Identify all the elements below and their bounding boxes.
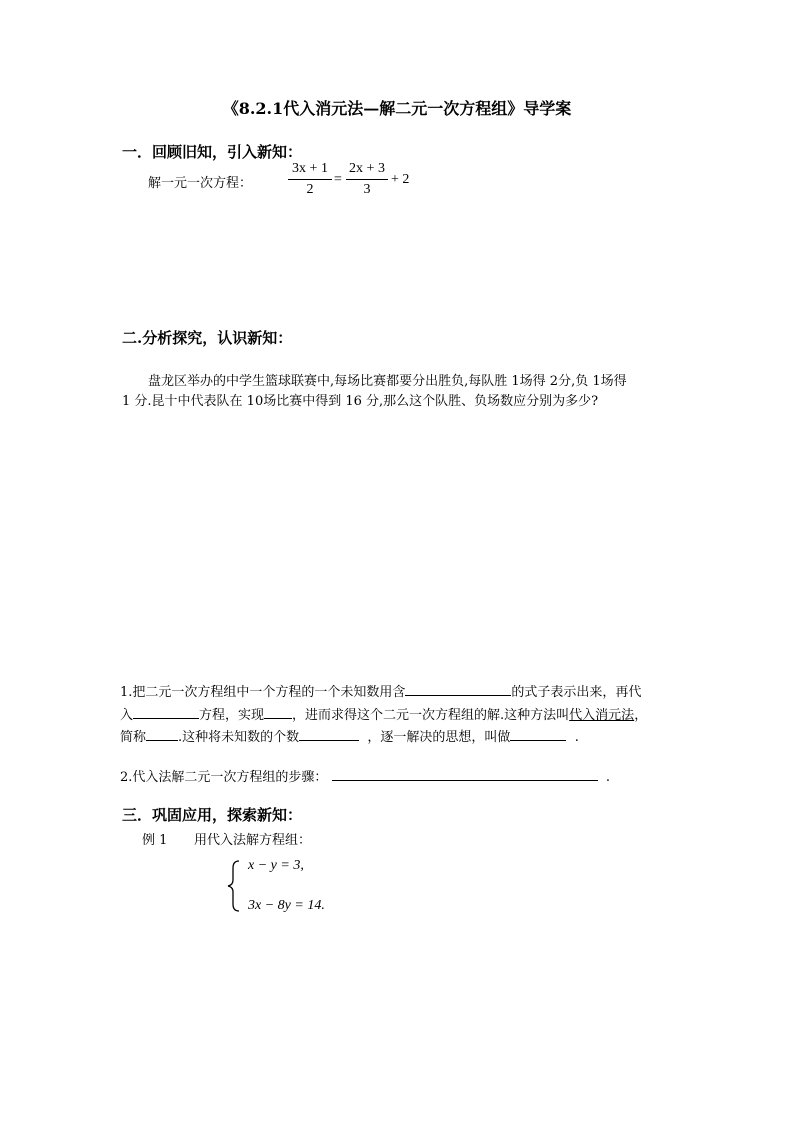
fraction-lhs-denominator: 2 xyxy=(306,182,314,197)
blank-achieve[interactable] xyxy=(264,706,292,719)
section2-heading: 二.分析探究，认识新知： xyxy=(122,329,293,347)
fraction-rhs-numerator: 2x + 3 xyxy=(349,161,385,176)
section1-heading: 一．回顾旧知，引入新知： xyxy=(122,143,303,161)
fill2-text-a: 2.代入法解二元一次方程组的步骤： xyxy=(120,770,328,785)
example-text: 用代入法解方程组： xyxy=(194,833,312,848)
fraction-lhs-numerator: 3x + 1 xyxy=(292,161,328,176)
equals-sign: = xyxy=(334,172,342,187)
section3-heading: 三．巩固应用，探索新知： xyxy=(122,806,303,824)
page-title: 《8.2.1代入消元法—解二元一次方程组》导学案 xyxy=(222,99,572,118)
system-equation-1: x − y = 3, xyxy=(248,858,304,873)
example-label: 例 1 xyxy=(142,833,168,848)
fill1-line-3 xyxy=(120,726,579,745)
fill1-text-c: 入 xyxy=(120,708,134,723)
fill1-text-a: 1.把二元一次方程组中一个方程的一个未知数用含 xyxy=(120,685,406,700)
term-substitution-method: 代入消元法 xyxy=(569,708,635,723)
fill1-text-i: .这种将未知数的个数 xyxy=(178,730,300,745)
section1-task: 解一元一次方程： xyxy=(148,176,253,191)
fill1-text-g: ， xyxy=(634,708,648,723)
problem-line-1: 盘龙区举办的中学生篮球联赛中,每场比赛都要分出胜负,每队胜 1场得 2分,负 1场得 xyxy=(148,374,627,389)
blank-count[interactable] xyxy=(299,728,359,741)
fill1-line-1 xyxy=(120,681,641,700)
fill1-text-d: 方程，实现 xyxy=(199,708,265,723)
fill1-text-h: 简称 xyxy=(120,730,147,745)
fill2-line xyxy=(120,766,610,785)
fill2-text-b: . xyxy=(605,770,610,785)
equation-tail: + 2 xyxy=(391,172,410,187)
blank-steps[interactable] xyxy=(332,768,598,781)
fraction-rhs xyxy=(346,161,388,198)
fraction-lhs xyxy=(288,161,332,198)
blank-expression[interactable] xyxy=(405,683,511,696)
system-equation-2: 3x − 8y = 14. xyxy=(248,898,325,913)
blank-idea-name[interactable] xyxy=(510,728,566,741)
problem-line-2: 1 分.昆十中代表队在 10场比赛中得到 16 分,那么这个队胜、负场数应分别为多少? xyxy=(122,394,599,409)
fill1-text-j: ，逐一解决的思想，叫做 xyxy=(367,730,511,745)
left-brace xyxy=(226,860,242,912)
fill1-line-2 xyxy=(120,704,647,723)
fraction-rhs-denominator: 3 xyxy=(363,182,371,197)
blank-other-equation[interactable] xyxy=(133,706,199,719)
blank-short-name[interactable] xyxy=(146,728,178,741)
fill1-text-k: . xyxy=(574,730,579,745)
fill1-text-b: 的式子表示出来，再代 xyxy=(511,685,642,700)
fill1-text-e: ，进而求得这个二元一次方程组的解.这种方法叫 xyxy=(292,708,570,723)
